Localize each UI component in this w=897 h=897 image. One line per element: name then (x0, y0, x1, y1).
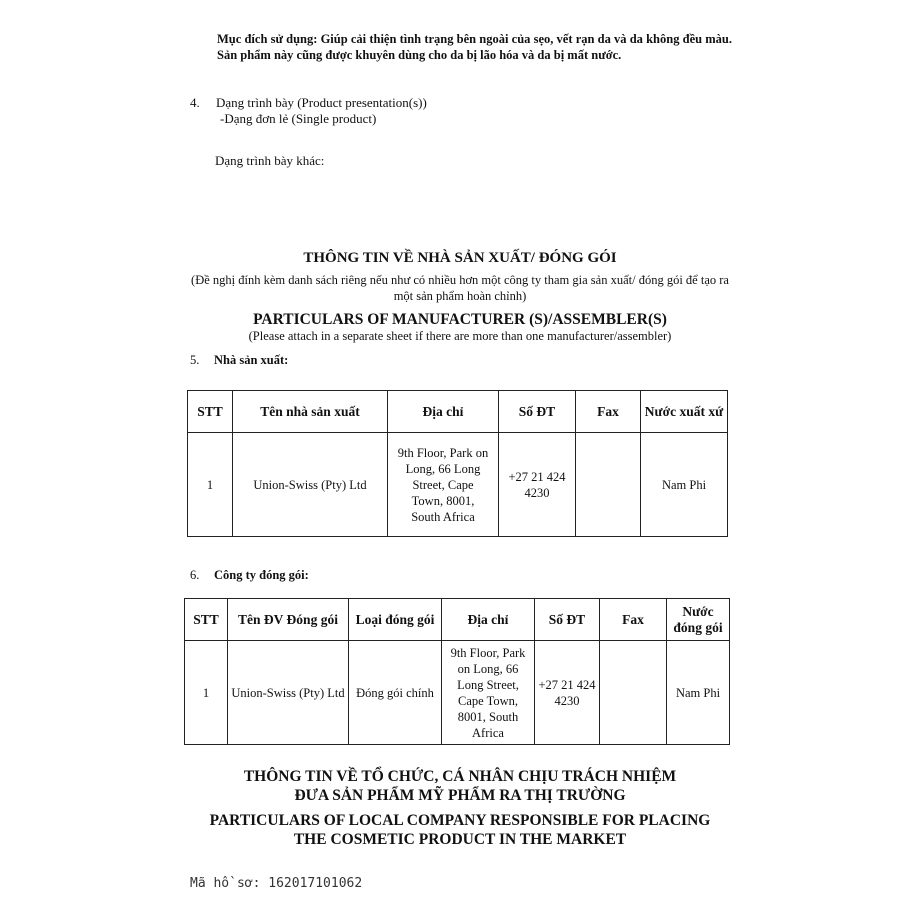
cell-pack-type: Đóng gói chính (349, 641, 442, 745)
cell-name: Union-Swiss (Pty) Ltd (233, 433, 388, 537)
local-company-heading-en-line2: THE COSMETIC PRODUCT IN THE MARKET (293, 831, 627, 848)
manufacturer-table (187, 390, 728, 537)
section-5-number: 5. (190, 353, 200, 367)
manufacturer-note-vn: (Đề nghị đính kèm danh sách riêng nếu như có nhiều hơn một công ty tham gia sản xuất/ đóng gói để tạo ra một sản phẩm hoàn chỉnh) (191, 273, 729, 303)
header-pack-type: Loại đóng gói (349, 599, 442, 641)
cell-stt: 1 (185, 641, 228, 745)
local-company-heading-vn-line2: ĐƯA SẢN PHẨM MỸ PHẨM RA THỊ TRƯỜNG (294, 787, 626, 804)
single-product-line: -Dạng đơn lẻ (Single product) (220, 111, 377, 126)
cell-country: Nam Phi (667, 641, 730, 745)
cell-address: 9th Floor, Park on Long, 66 Long Street, Cape Town, 8001, South Africa (388, 433, 499, 537)
other-presentation-label: Dạng trình bày khác: (215, 153, 325, 168)
local-company-heading-en (160, 811, 760, 849)
table-header-row (185, 599, 730, 641)
header-stt: STT (188, 391, 233, 433)
cell-country: Nam Phi (641, 433, 728, 537)
header-name: Tên ĐV Đóng gói (228, 599, 349, 641)
header-fax: Fax (600, 599, 667, 641)
section-5-label (190, 353, 288, 368)
section-6-number: 6. (190, 568, 200, 582)
cell-name: Union-Swiss (Pty) Ltd (228, 641, 349, 745)
table-row (185, 641, 730, 745)
section-5-title: Nhà sản xuất: (214, 353, 289, 367)
packer-table (184, 598, 730, 745)
section-4-title: Dạng trình bày (Product presentation(s)) (216, 95, 427, 110)
header-name: Tên nhà sản xuất (233, 391, 388, 433)
header-stt: STT (185, 599, 228, 641)
section-6-title: Công ty đóng gói: (214, 568, 309, 582)
section-4-number: 4. (190, 95, 200, 110)
header-address: Địa chỉ (388, 391, 499, 433)
header-phone: Số ĐT (535, 599, 600, 641)
cell-phone: +27 21 424 4230 (499, 433, 576, 537)
header-address: Địa chỉ (442, 599, 535, 641)
local-company-heading-en-line1: PARTICULARS OF LOCAL COMPANY RESPONSIBLE FOR PLACING (209, 812, 711, 829)
section-6-label (190, 568, 309, 583)
usage-purpose-paragraph (217, 31, 732, 63)
header-fax: Fax (576, 391, 641, 433)
local-company-heading-vn-line1: THÔNG TIN VỀ TỔ CHỨC, CÁ NHÂN CHỊU TRÁCH NHIỆM (243, 768, 677, 785)
cell-fax (600, 641, 667, 745)
manufacturer-note-en: (Please attach in a separate sheet if there are more than one manufacturer/assembler) (248, 329, 672, 343)
local-company-heading-vn (160, 767, 760, 805)
table-header-row (188, 391, 728, 433)
table-row (188, 433, 728, 537)
manufacturer-heading-en: PARTICULARS OF MANUFACTURER (S)/ASSEMBLER(S) (253, 311, 667, 328)
cell-phone: +27 21 424 4230 (535, 641, 600, 745)
cell-fax (576, 433, 641, 537)
cell-stt: 1 (188, 433, 233, 537)
manufacturer-heading-vn: THÔNG TIN VỀ NHÀ SẢN XUẤT/ ĐÓNG GÓI (303, 250, 617, 266)
cell-address: 9th Floor, Park on Long, 66 Long Street, Cape Town, 8001, South Africa (442, 641, 535, 745)
record-code: Mã hồ sơ: 162017101062 (190, 876, 363, 891)
usage-purpose-text: Mục đích sử dụng: Giúp cải thiện tình trạng bên ngoài của sẹo, vết rạn da và da không đều màu. Sản phẩm này cũng được khuyên dùng cho da bị lão hóa và da bị mất nước. (217, 32, 732, 62)
header-phone: Số ĐT (499, 391, 576, 433)
header-country: Nước xuất xứ (641, 391, 728, 433)
section-4-presentation (190, 95, 427, 127)
header-country: Nước đóng gói (667, 599, 730, 641)
